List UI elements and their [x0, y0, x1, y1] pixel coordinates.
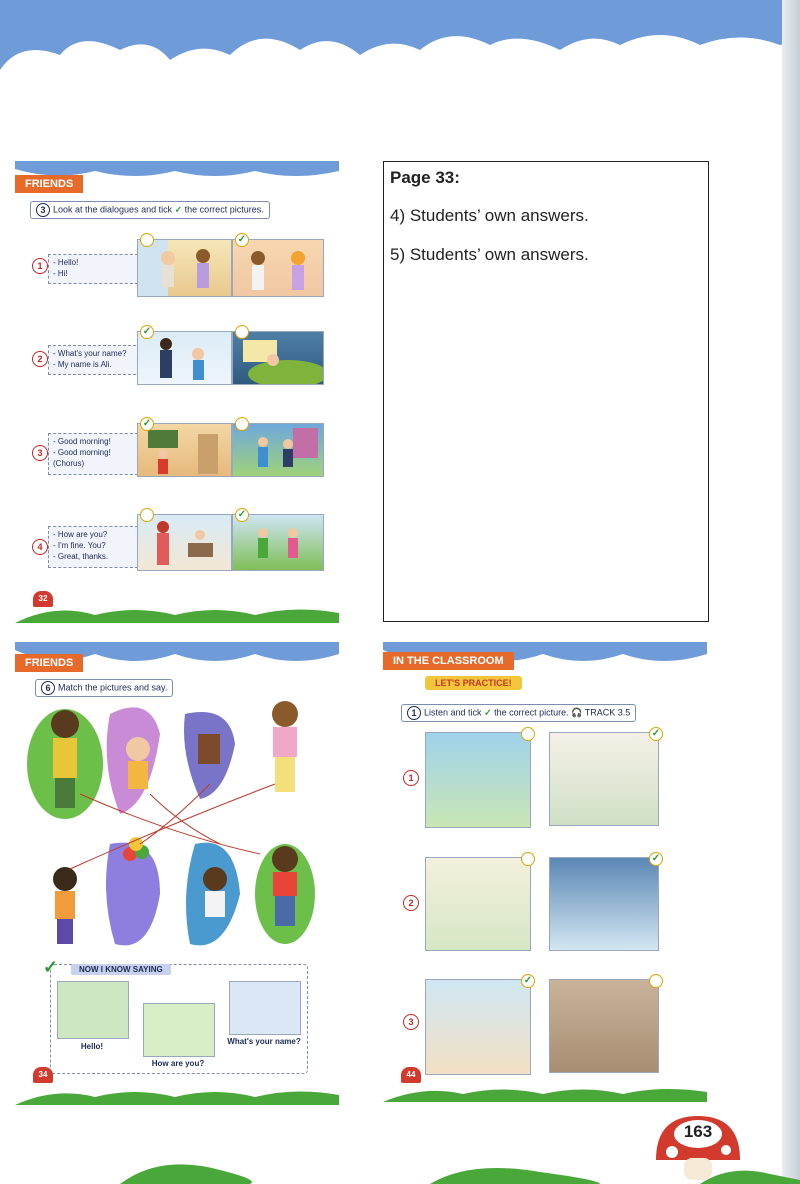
answer-line: 4) Students’ own answers.: [390, 206, 589, 225]
grass-footer: [383, 1085, 707, 1102]
exercise-number: 3: [36, 203, 50, 217]
tick-circle[interactable]: [235, 417, 249, 431]
instruction-text-end: the correct pictures.: [184, 204, 264, 215]
row-number: 1: [403, 770, 419, 786]
picture-option[interactable]: [137, 423, 232, 477]
dialogue-line: - My name is Ali.: [53, 360, 112, 369]
picture-option[interactable]: [425, 979, 531, 1075]
picture-option[interactable]: [232, 239, 324, 297]
dialogue-line: - Good morning!: [53, 448, 111, 457]
women-greeting-illustration: [233, 240, 323, 296]
page-number-badge: 34: [33, 1067, 53, 1083]
man-and-boy-illustration: [138, 332, 231, 384]
book-binding-edge: [782, 0, 800, 1184]
dialogue-line: - How are you?: [53, 530, 108, 539]
picture-option[interactable]: [137, 514, 232, 571]
dialogue-box: [48, 345, 146, 375]
section-tag: FRIENDS: [15, 175, 83, 193]
picture-card: [229, 981, 301, 1035]
picture-option[interactable]: [137, 331, 232, 385]
tick-circle-checked[interactable]: ✓: [235, 233, 249, 247]
tick-circle[interactable]: [649, 974, 663, 988]
tick-circle[interactable]: [235, 325, 249, 339]
grass-footer: [15, 1087, 339, 1105]
answer-box: [383, 161, 709, 622]
check-icon: ✓: [484, 707, 492, 718]
tick-circle[interactable]: [521, 852, 535, 866]
grass-footer: [15, 603, 339, 623]
check-icon: ✓: [43, 957, 59, 977]
dialogue-line: (Chorus): [53, 459, 85, 468]
street-greeting-illustration: [233, 424, 323, 476]
matching-illustration: [20, 694, 320, 954]
section-tag: IN THE CLASSROOM: [383, 652, 514, 670]
item-number: 4: [32, 539, 48, 555]
tick-circle-checked[interactable]: ✓: [649, 727, 663, 741]
row-number: 3: [403, 1014, 419, 1030]
picture-option[interactable]: [425, 732, 531, 828]
dialogue-box: [48, 526, 138, 568]
tick-circle-checked[interactable]: ✓: [649, 852, 663, 866]
section-tag: FRIENDS: [15, 654, 83, 672]
sky-clouds-header: [0, 0, 800, 125]
picture-option[interactable]: [137, 239, 232, 297]
tick-circle-checked[interactable]: ✓: [140, 325, 154, 339]
headphones-icon: 🎧: [571, 707, 583, 718]
tick-circle[interactable]: [140, 233, 154, 247]
caption: How are you?: [151, 1059, 205, 1068]
now-i-know-banner: NOW I KNOW SAYING: [71, 964, 171, 975]
tick-circle-checked[interactable]: ✓: [140, 417, 154, 431]
picture-option[interactable]: [232, 423, 324, 477]
tick-circle-checked[interactable]: ✓: [235, 508, 249, 522]
picture-option[interactable]: [549, 857, 659, 951]
item-number: 2: [32, 351, 48, 367]
instruction-text: Listen and tick: [424, 707, 482, 718]
classroom-greeting-illustration: [138, 424, 231, 476]
lets-practice-banner: LET'S PRACTICE!: [425, 676, 522, 690]
bottom-right-page: [383, 642, 707, 1102]
now-i-know-box: [43, 957, 308, 1074]
exercise-number: 6: [41, 681, 55, 695]
instruction-text-end: the correct picture.: [494, 707, 569, 718]
picture-option[interactable]: [549, 979, 659, 1073]
page-number-badge: 32: [33, 591, 53, 607]
picture-option[interactable]: [549, 732, 659, 826]
children-outdoors-illustration: [233, 515, 323, 570]
check-icon: ✓: [174, 204, 183, 215]
picture-option[interactable]: [232, 514, 324, 571]
exercise-number: 1: [407, 706, 421, 720]
answer-line: 5) Students’ own answers.: [390, 245, 589, 264]
dialogue-line: - Good morning!: [53, 437, 111, 446]
dialogue-line: - Great, thanks.: [53, 552, 109, 561]
page-number: 163: [683, 1122, 713, 1141]
picture-option[interactable]: [425, 857, 531, 951]
dialogue-line: - Hello!: [53, 258, 79, 267]
tick-circle[interactable]: [521, 727, 535, 741]
item-number: 3: [32, 445, 48, 461]
page-number-badge: 44: [401, 1067, 421, 1083]
bottom-left-page: [15, 642, 339, 1105]
girl-in-bed-illustration: [233, 332, 323, 384]
instruction-text: Look at the dialogues and tick: [53, 204, 173, 215]
item-number: 1: [32, 258, 48, 274]
row-number: 2: [403, 895, 419, 911]
answer-title: Page 33:: [390, 168, 460, 187]
picture-option[interactable]: [232, 331, 324, 385]
dialogue-line: - Hi!: [53, 269, 68, 278]
tick-circle-checked[interactable]: ✓: [521, 974, 535, 988]
tick-circle[interactable]: [140, 508, 154, 522]
dialogue-box: [48, 254, 138, 284]
dialogue-line: - I'm fine. You?: [53, 541, 106, 550]
instruction-text: Match the pictures and say.: [58, 682, 168, 693]
children-greeting-illustration: [138, 240, 231, 296]
picture-card: [57, 981, 129, 1039]
picture-card: [143, 1003, 215, 1057]
top-left-page: [15, 161, 339, 623]
dialogue-line: - What's your name?: [53, 349, 127, 358]
exercise-instruction: [30, 201, 270, 219]
exercise-instruction: [401, 704, 636, 722]
caption: What's your name?: [227, 1037, 301, 1046]
caption: Hello!: [80, 1042, 104, 1051]
track-label: TRACK 3.5: [584, 707, 631, 718]
teacher-and-pupil-illustration: [138, 515, 231, 570]
dialogue-box: [48, 433, 138, 475]
